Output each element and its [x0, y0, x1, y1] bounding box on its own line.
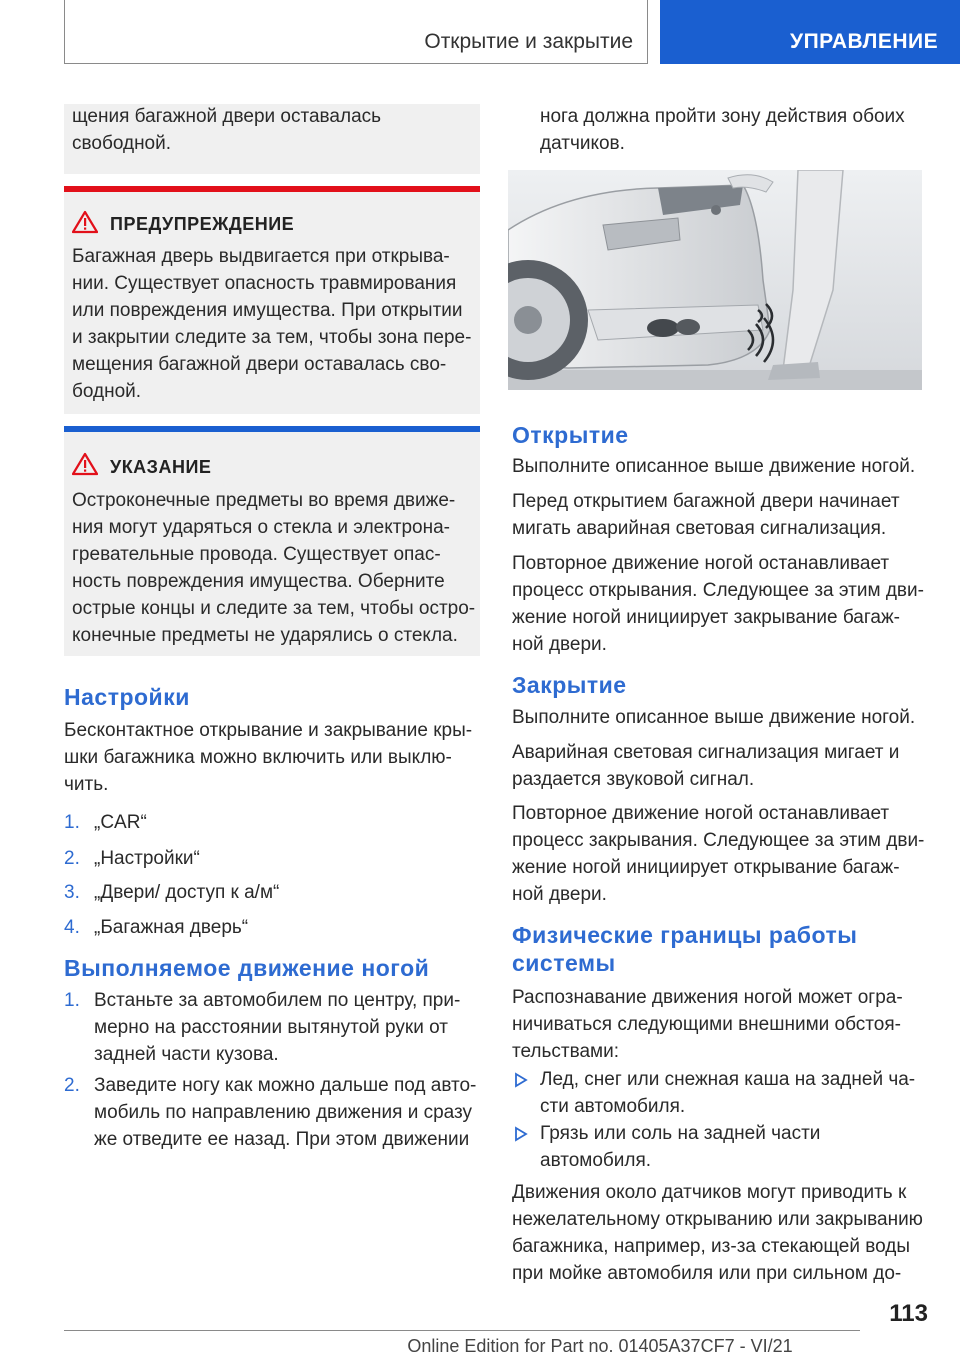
warning-line-6: бодной. — [72, 381, 142, 402]
notice-line-2: ния могут ударяться о стекла и электрона- — [72, 517, 450, 538]
warning-line-2: нии. Существует опасность травмирования — [72, 273, 457, 294]
limits-outro-line-4: при мойке автомобиля или при сильном до- — [512, 1263, 902, 1284]
foot-motion-item-2-line-2: мобиль по направлению движения и сразу — [94, 1102, 473, 1123]
closing-heading: Закрытие — [512, 672, 627, 698]
footer-edition: Online Edition for Part no. 01405A37CF7 - VI/21 — [407, 1336, 793, 1356]
continuation-line-1: щения багажной двери оставалась — [72, 106, 382, 127]
warning-line-4: и закрытии следите за тем, чтобы зона пере- — [72, 327, 472, 348]
notice-line-4: ность повреждения имущества. Оберните — [72, 571, 445, 592]
warning-line-3: или повреждения имущества. При открытии — [72, 300, 463, 321]
closing-p2-line-2: раздается звуковой сигнал. — [512, 769, 755, 790]
settings-item-num: 2. — [64, 848, 80, 869]
limits-outro-line-1: Движения около датчиков могут приводить к — [512, 1182, 907, 1203]
limits-outro-line-2: нежелательному открыванию или закрыванию — [512, 1209, 923, 1230]
warning-triangle-icon — [72, 452, 98, 476]
settings-item-tailgate: „Багажная дверь“ — [94, 917, 249, 938]
car-and-leg-illustration — [508, 170, 922, 390]
settings-item-doors: „Двери/ доступ к а/м“ — [94, 882, 280, 903]
opening-heading: Открытие — [512, 422, 629, 448]
settings-line-3: чить. — [64, 774, 109, 795]
limits-bullet-2-line-1: Грязь или соль на задней части — [540, 1123, 821, 1144]
notice-line-3: гревательные провода. Существует опас- — [72, 544, 441, 565]
triangle-right-icon — [514, 1072, 528, 1088]
foot-gesture-illustration — [508, 170, 922, 390]
warning-triangle-icon — [72, 210, 98, 234]
foot-motion-item-num: 2. — [64, 1075, 80, 1096]
notice-line-6: конечные предметы не ударялись о стекла. — [72, 625, 458, 646]
right-top-line-2: датчиков. — [540, 133, 625, 154]
limits-heading-line-1: Физические границы работы — [512, 922, 858, 948]
closing-p3-line-4: ной двери. — [512, 884, 607, 905]
closing-p3-line-3: жение ногой инициирует открывание багаж- — [512, 857, 900, 878]
settings-item-car: „CAR“ — [94, 812, 147, 833]
opening-p3-line-2: процесс открывания. Следующее за этим дви- — [512, 580, 924, 601]
settings-heading: Настройки — [64, 684, 190, 710]
limits-outro-line-3: багажника, например, из-за стекающей воды — [512, 1236, 911, 1257]
settings-line-1: Бесконтактное открывание и закрывание кры- — [64, 720, 473, 741]
foot-motion-item-1-line-1: Встаньте за автомобилем по центру, при- — [94, 990, 461, 1011]
limits-intro-line-2: ничиваться следующими внешними обстоя- — [512, 1014, 901, 1035]
header-chapter-title: УПРАВЛЕНИЕ — [790, 30, 939, 53]
closing-p3-line-2: процесс закрывания. Следующее за этим дви- — [512, 830, 925, 851]
foot-motion-item-1-line-2: мерно на расстоянии вытянутой руки от — [94, 1017, 448, 1038]
notice-title: УКАЗАНИЕ — [110, 457, 212, 477]
foot-motion-item-2-line-1: Заведите ногу как можно дальше под авто- — [94, 1075, 477, 1096]
opening-p3-line-4: ной двери. — [512, 634, 607, 655]
opening-p2-line-1: Перед открытием багажной двери начинает — [512, 491, 900, 512]
opening-p2-line-2: мигать аварийная световая сигнализация. — [512, 518, 887, 539]
limits-bullet-1-line-1: Лед, снег или снежная каша на задней ча- — [540, 1069, 916, 1090]
right-top-line-1: нога должна пройти зону действия обоих — [540, 106, 905, 127]
header-section-box — [64, 0, 648, 64]
continuation-line-2: свободной. — [72, 133, 172, 154]
limits-bullet-2-line-2: автомобиля. — [540, 1150, 652, 1171]
warning-title: ПРЕДУПРЕЖДЕНИЕ — [110, 214, 295, 234]
foot-motion-heading: Выполняемое движение ногой — [64, 955, 430, 981]
limits-heading-line-2: системы — [512, 950, 616, 976]
limits-intro-line-1: Распознавание движения ногой может огра- — [512, 987, 903, 1008]
settings-item-num: 1. — [64, 812, 80, 833]
page-number: 113 — [889, 1300, 928, 1327]
closing-p3-line-1: Повторное движение ногой останавливает — [512, 803, 890, 824]
warning-line-1: Багажная дверь выдвигается при открыва- — [72, 246, 450, 267]
notice-line-5: острые концы и следите за тем, чтобы остро- — [72, 598, 476, 619]
opening-p3-line-1: Повторное движение ногой останавливает — [512, 553, 890, 574]
limits-intro-line-3: тельствами: — [512, 1041, 620, 1062]
closing-p2-line-1: Аварийная световая сигнализация мигает и — [512, 742, 900, 763]
warning-line-5: мещения багажной двери оставалась сво- — [72, 354, 447, 375]
notice-line-1: Остроконечные предметы во время движе- — [72, 490, 456, 511]
header-section-title: Открытие и закрытие — [424, 30, 633, 53]
foot-motion-item-num: 1. — [64, 990, 80, 1011]
foot-motion-item-2-line-3: же отведите ее назад. При этом движении — [94, 1129, 470, 1150]
closing-p1-line-1: Выполните описанное выше движение ногой. — [512, 707, 916, 728]
settings-item-num: 3. — [64, 882, 80, 903]
header-chapter-tab — [660, 0, 960, 64]
opening-p1-line-1: Выполните описанное выше движение ногой. — [512, 456, 916, 477]
settings-item-settings: „Настройки“ — [94, 848, 200, 869]
opening-p3-line-3: жение ногой инициирует закрывание багаж- — [512, 607, 900, 628]
foot-motion-item-1-line-3: задней части кузова. — [94, 1044, 279, 1065]
triangle-right-icon — [514, 1126, 528, 1142]
footer-divider — [64, 1330, 860, 1331]
settings-item-num: 4. — [64, 917, 80, 938]
settings-line-2: шки багажника можно включить или выклю- — [64, 747, 452, 768]
limits-bullet-1-line-2: сти автомобиля. — [540, 1096, 686, 1117]
